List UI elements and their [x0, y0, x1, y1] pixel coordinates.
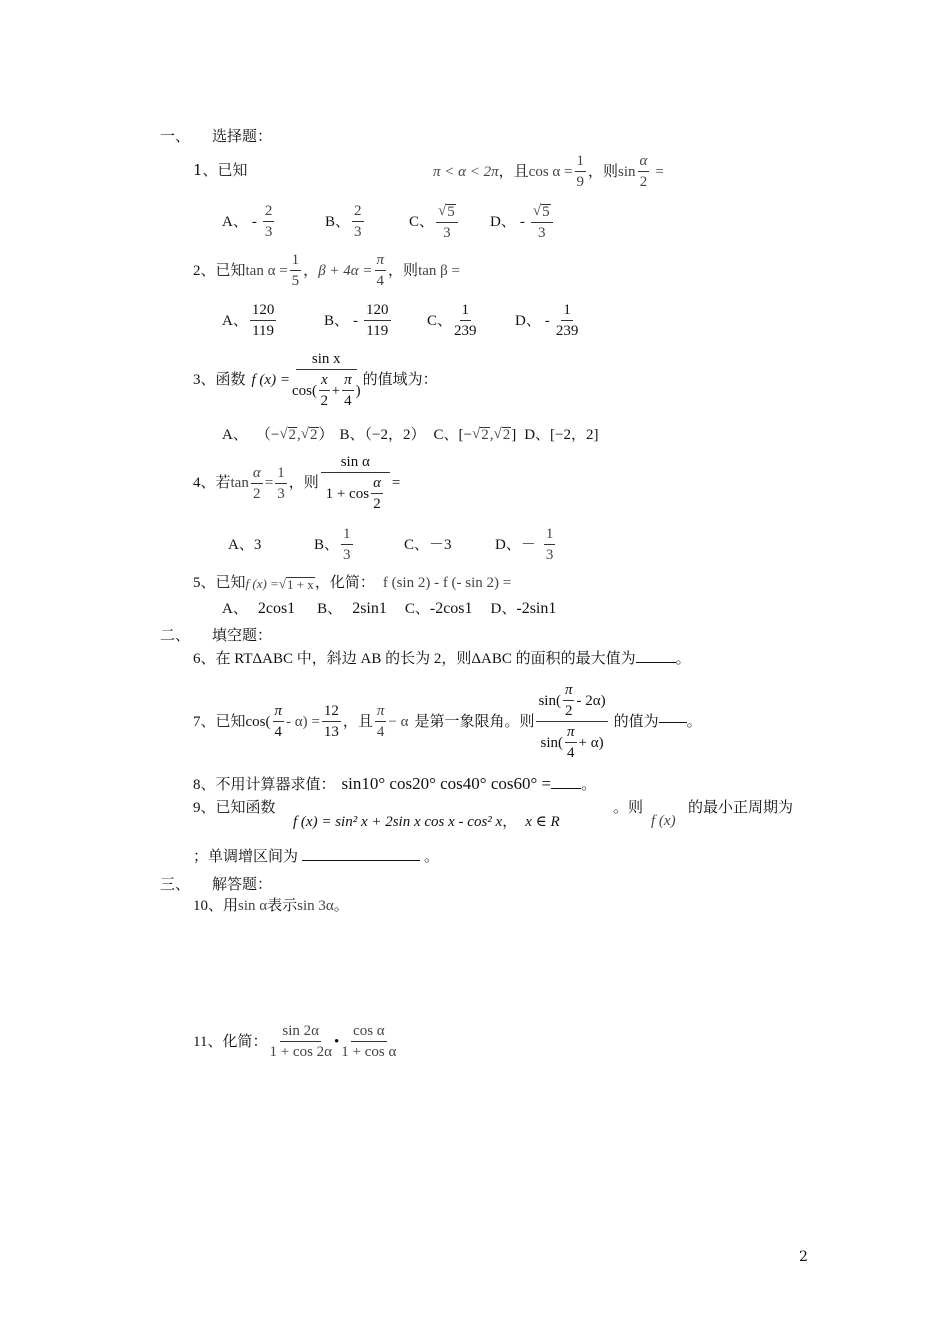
- q3-expression: 3、函数 f (x) = sin x cos( $\frac{x}{2}$ + $\frac{\pi}{4}$ ) 的值域为：: [193, 351, 438, 409]
- q3-options: A、 （− √ 2 , √ 2 ） B、（−2，2） C、 [− √ 2 , √ 2 ] D、[−2，2]: [222, 426, 599, 443]
- q6-text: 6、在 RTΔABC 中，斜边 AB 的长为 2，则ΔABC 的面积的最大值为 。: [193, 651, 691, 667]
- q1-option-d: D、 - √ 5 3: [490, 204, 555, 241]
- q4-label: 4、若: [193, 475, 231, 491]
- q1-then: ，则: [588, 163, 619, 180]
- q4-expression: 4、若 tan $\frac{\alpha}{2}$ = $\frac{1}{3}$ ，则 sin α 1 + cos $\frac{\alpha}{2}$ =: [193, 454, 401, 512]
- q8-answer-blank[interactable]: [551, 788, 581, 789]
- q4-option-c: C、－3: [404, 537, 452, 553]
- q1-equals: =: [655, 163, 664, 180]
- section-two-title: 填空题：: [212, 626, 273, 644]
- q5-options: A、 2cos1 B、 2sin1 C、 -2cos1 D、 -2sin1: [222, 600, 557, 617]
- q4-fraction: sin α 1 + cos $\frac{\alpha}{2}$: [321, 455, 390, 512]
- q1-option-c: C、 √ 5 3: [409, 204, 460, 241]
- page-number: 2: [799, 1249, 808, 1265]
- q8-text: 8、不用计算器求值： sin10° cos20° cos40° cos60° = 。: [193, 774, 597, 793]
- section-one-title: 选择题：: [212, 127, 273, 145]
- q4-option-b: B、 $\frac{1}{3}$: [314, 526, 351, 563]
- q7-answer-blank[interactable]: [659, 722, 687, 723]
- q7-fraction: sin( $\frac{\pi}{2}$ - 2α) sin( $\frac{\pi}{4}$ + α): [538, 682, 606, 761]
- q5-expression: 5、已知 f (x) = √ 1 + x ，化简： f (sin 2) - f (- sin 2) =: [193, 575, 512, 592]
- q9-answer-blank[interactable]: [302, 860, 420, 861]
- q1-cos-fraction: $\frac{1}{9}$: [576, 153, 584, 190]
- q4-option-d: D、－ $\frac{1}{3}$: [495, 526, 554, 563]
- section-three-title: 解答题：: [212, 875, 273, 893]
- q1-cos: cos α =: [528, 163, 573, 180]
- q9-f2: f (x): [651, 813, 676, 829]
- q11-label: 11、化简：: [193, 1033, 268, 1050]
- section-one-number: 一、: [160, 127, 191, 145]
- q11-expression: 11、化简： $\frac{\sin 2\alpha}{1 + \cos 2\alpha}$ • $\frac{\text{cos α}}{\text{1 + cos α}}$: [193, 1023, 397, 1060]
- q9-label: 9、已知函数: [193, 800, 276, 816]
- section-two-number: 二、: [160, 626, 191, 644]
- q9-then: 。则: [613, 800, 644, 816]
- q1-condition: π < α < 2π: [433, 163, 499, 180]
- q6-answer-blank[interactable]: [636, 662, 676, 663]
- q2-expression: 2、已知 tan α = $\frac{1}{5}$ ， β + 4α = $\frac{\pi}{4}$ ，则 tan β =: [193, 252, 460, 289]
- q1-expression: [433, 154, 664, 190]
- q9-line2: ；单调增区间为 。: [193, 849, 440, 865]
- q1-half-angle: $\frac{\alpha}{2}$: [639, 153, 648, 190]
- q2-label: 2、已知: [193, 262, 246, 279]
- q4-option-a: A、3: [228, 537, 262, 553]
- section-three-number: 三、: [160, 875, 191, 893]
- q3-fraction: sin x cos( $\frac{x}{2}$ + $\frac{\pi}{4}$ ): [291, 351, 361, 409]
- q3-label: 3、函数: [193, 372, 246, 388]
- q1-label: 1、已知: [193, 161, 248, 179]
- q2-option-a: A、 $\frac{120}{119}$: [222, 302, 275, 339]
- q9-tail: 的最小正周期为: [688, 800, 794, 816]
- q1-sin: sin: [618, 163, 636, 180]
- q7-expression: 7、已知 cos( $\frac{\pi}{4}$ - α) = $\frac{12}{13}$ ，且 $\frac{\pi}{4}$ − α 是第一象限角。则 sin( $\frac{\pi}{2}$ - 2α) sin( $\frac{\pi}{4}$ + α) 的值为 。: [193, 682, 702, 761]
- q1-option-a: A、 - $\frac{2}{3}$: [222, 203, 273, 240]
- q1-option-b: B、 $\frac{2}{3}$: [325, 203, 362, 240]
- q9-function: f (x) = sin² x + 2sin x cos x - cos² x ， x ∈ R: [293, 814, 560, 830]
- q2-option-b: B、 - $\frac{120}{119}$: [324, 302, 389, 339]
- q1-and: ，且: [498, 163, 529, 180]
- q2-option-c: C、 $\frac{1}{239}$: [427, 302, 477, 339]
- q10-text: 10、用 sin α 表示 sin 3α 。: [193, 898, 349, 914]
- q5-label: 5、已知: [193, 575, 246, 591]
- q2-option-d: D、 - $\frac{1}{239}$: [515, 302, 579, 339]
- q7-label: 7、已知: [193, 713, 246, 730]
